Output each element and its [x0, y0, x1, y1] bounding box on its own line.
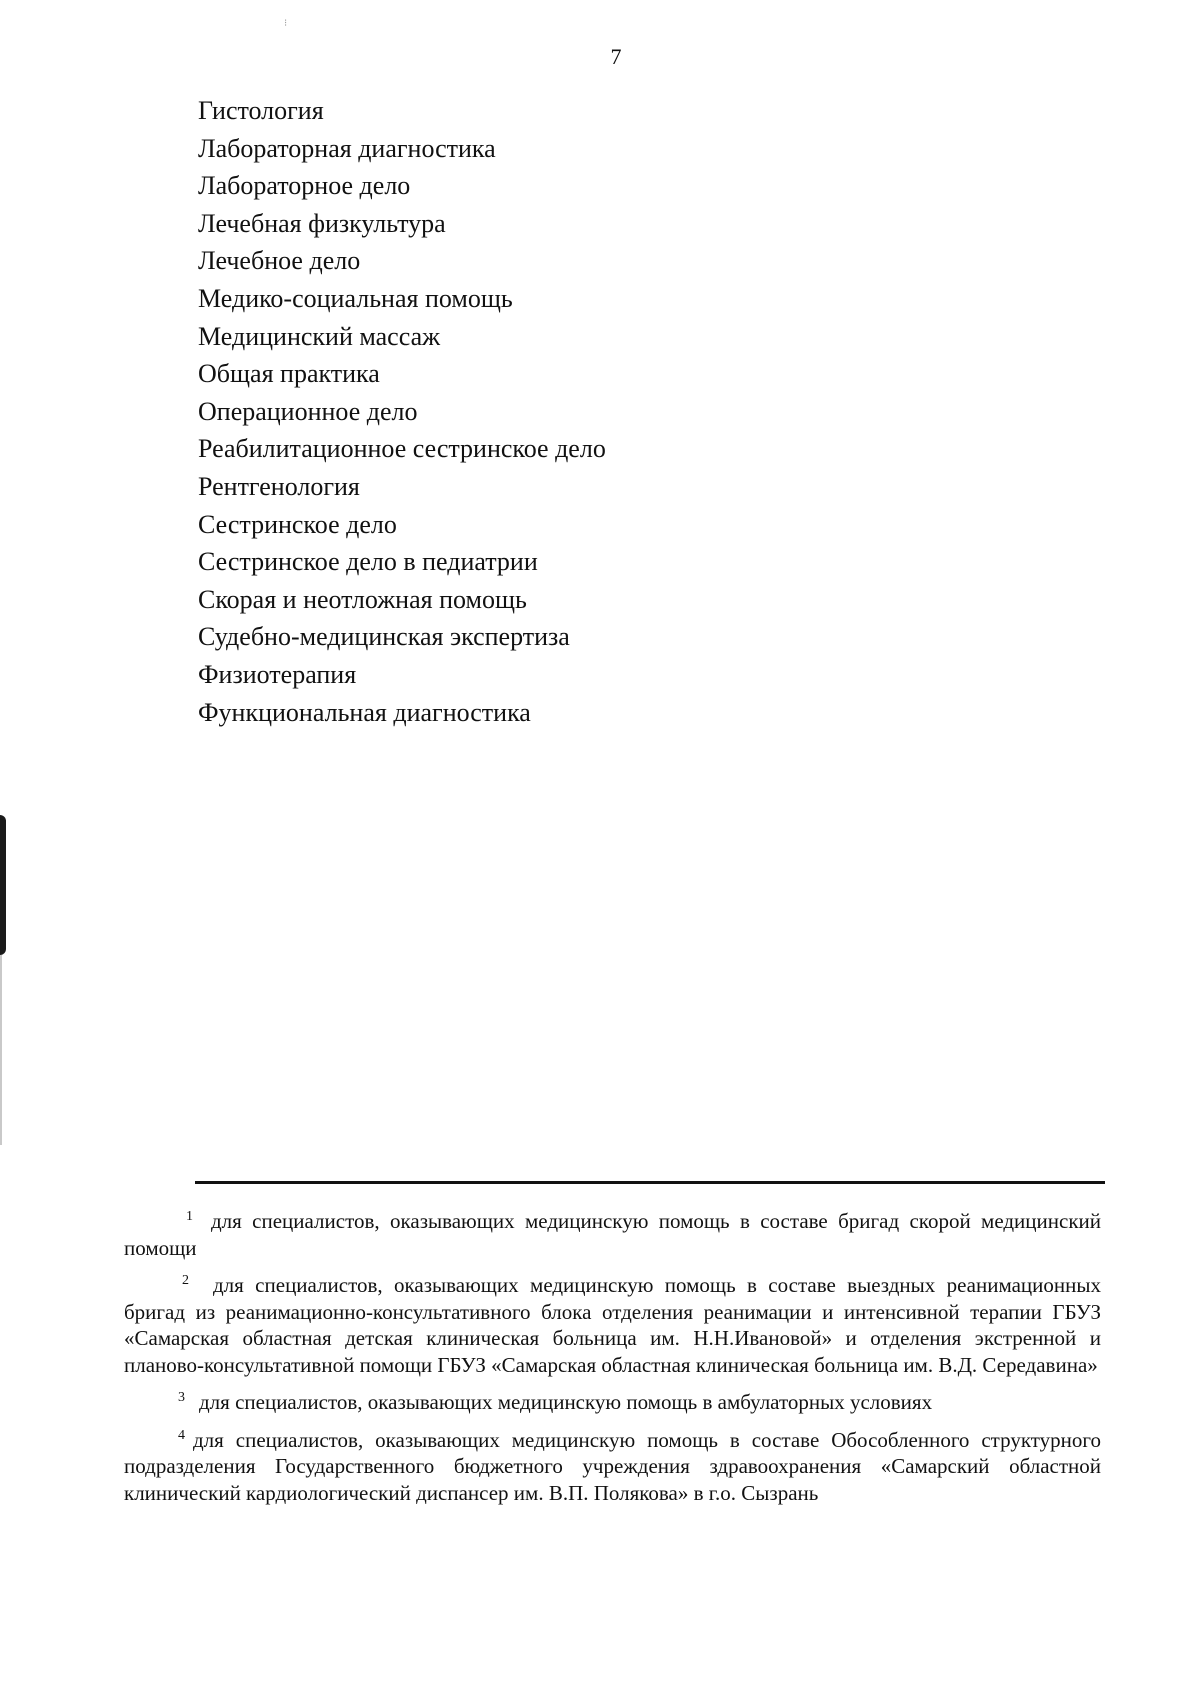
- footnote-text: для специалистов, оказывающих медицинскую помощь в амбулаторных условиях: [199, 1390, 933, 1414]
- scan-edge-line: [0, 955, 2, 1145]
- list-item: Сестринское дело: [198, 509, 397, 539]
- footnote-3: [124, 1389, 1101, 1416]
- specialty-list: [198, 92, 606, 731]
- footnote-text: для специалистов, оказывающих медицинскую помощь в составе Обособленного структурного подразделения Государственного бюджетного учреждения здравоохранения «Самарский областной клинический кардиологический диспансер им. В.П. Полякова» в г.о. Сызрань: [124, 1427, 1101, 1505]
- list-item: Рентгенология: [198, 471, 360, 501]
- list-item: Медико-социальная помощь: [198, 283, 513, 313]
- list-item: Общая практика: [198, 359, 380, 389]
- list-item: Сестринское дело в педиатрии: [198, 547, 538, 577]
- footnote-4: [124, 1427, 1101, 1507]
- list-item: Лабораторное дело: [198, 171, 411, 201]
- footnote-marker: 2: [182, 1273, 189, 1288]
- footnote-text: для специалистов, оказывающих медицинскую помощь в составе выездных реанимационных бригад из реанимационно-консультативного блока отделения реанимации и интенсивной терапии ГБУЗ «Самарская областная детская клиническая больница им. Н.Н.Ивановой» и отделения экстренной и планово-консультативной помощи ГБУЗ «Самарская областная клиническая больница им. В.Д. Середавина»: [124, 1273, 1101, 1377]
- list-item: Судебно-медицинская экспертиза: [198, 622, 570, 652]
- list-item: Операционное дело: [198, 396, 418, 426]
- list-item: Лечебная физкультура: [198, 208, 446, 238]
- footnote-2: [124, 1272, 1101, 1378]
- list-item: Функциональная диагностика: [198, 697, 531, 727]
- footnote-marker: 4: [178, 1427, 185, 1443]
- footnote-marker: 3: [178, 1390, 185, 1405]
- list-item: Медицинский массаж: [198, 321, 441, 351]
- list-item: Гистология: [198, 96, 324, 125]
- scan-edge-shadow: [0, 815, 6, 955]
- footnote-text: для специалистов, оказывающих медицинскую помощь в составе бригад скорой медицинский помощи: [124, 1209, 1101, 1260]
- footnote-separator: [195, 1181, 1105, 1184]
- page-number: 7: [610, 44, 622, 69]
- footnotes-section: [124, 1208, 1101, 1517]
- list-item: Скорая и неотложная помощь: [198, 584, 527, 614]
- list-item: Реабилитационное сестринское дело: [198, 434, 606, 464]
- scan-speck: ⁝: [284, 18, 288, 29]
- list-item: Лабораторная диагностика: [198, 133, 496, 163]
- footnote-marker: 1: [186, 1209, 193, 1224]
- footnote-1: [124, 1208, 1101, 1261]
- list-item: Лечебное дело: [198, 246, 361, 276]
- list-item: Физиотерапия: [198, 659, 357, 689]
